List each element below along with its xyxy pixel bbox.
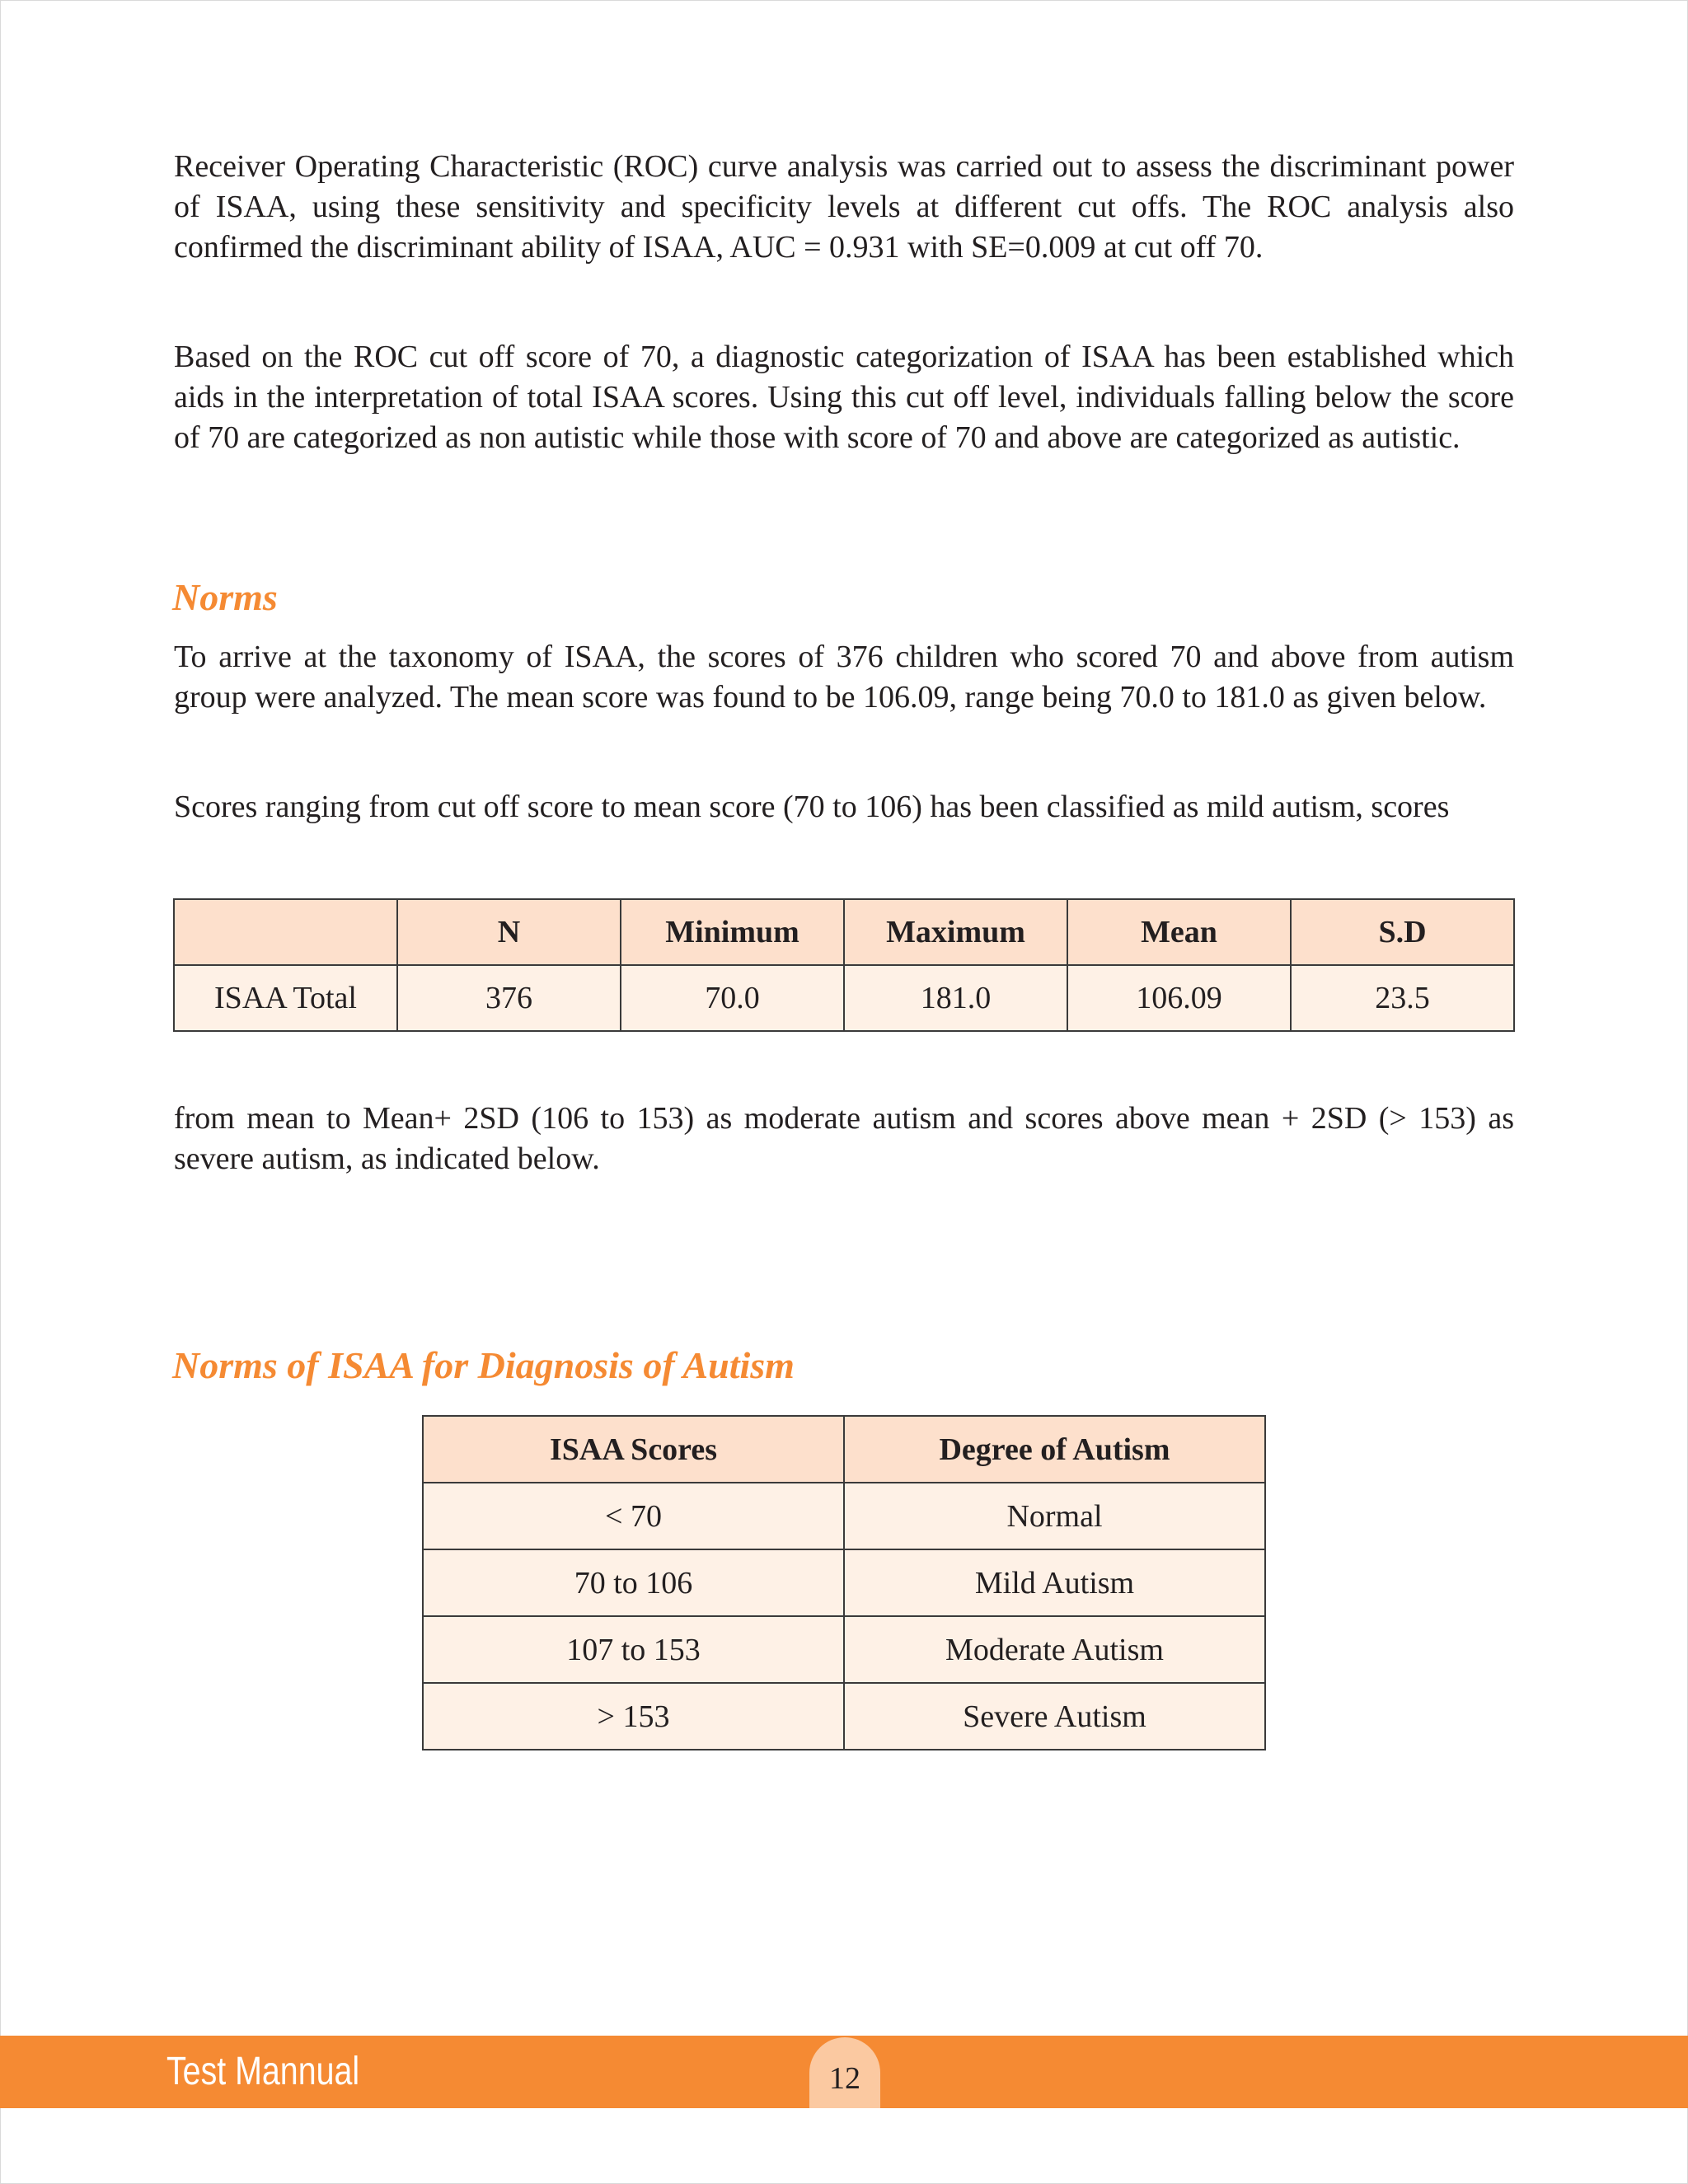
table-header-cell [174,899,397,965]
table-header-row [174,899,1514,965]
table-row [423,1683,1265,1750]
isaa-statistics-table [173,898,1515,1032]
table-cell: ISAA Total [174,965,397,1031]
table-header-cell: Maximum [844,899,1067,965]
table-row [174,965,1514,1031]
table-cell: 181.0 [844,965,1067,1031]
table-row [423,1483,1265,1549]
table-cell: 106.09 [1067,965,1291,1031]
diagnosis-heading: Norms of ISAA for Diagnosis of Autism [172,1344,795,1386]
norms-intro-paragraph: To arrive at the taxonomy of ISAA, the scores of 376 children who scored 70 and above from autism group were analyzed. The mean score was found to be 106.09, range being 70.0 to 181.0 as given below. [174,640,1514,715]
table-header-cell: Minimum [621,899,844,965]
table-cell: Mild Autism [844,1549,1265,1616]
norms-heading: Norms [172,576,278,618]
table-header-cell: ISAA Scores [423,1416,844,1483]
cutoff-paragraph: Based on the ROC cut off score of 70, a diagnostic categorization of ISAA has been established which aids in the interpretation of total ISAA scores. Using this cut off level, individuals falling below the score of 70 are categorized as non autistic while those with score of 70 and above are categorized as autistic. [174,340,1514,455]
table-cell: 23.5 [1291,965,1514,1031]
scores-range-paragraph: Scores ranging from cut off score to mean score (70 to 106) has been classified as mild autism, scores [174,790,1450,824]
table-cell: 70.0 [621,965,844,1031]
table-cell: Moderate Autism [844,1616,1265,1683]
table-header-cell: N [397,899,621,965]
page-number: 12 [829,2061,860,2096]
table-cell: > 153 [423,1683,844,1750]
roc-paragraph: Receiver Operating Characteristic (ROC) curve analysis was carried out to assess the discriminant power of ISAA, using these sensitivity and specificity levels at different cut offs. The ROC analysis also confirmed the discriminant ability of ISAA, AUC = 0.931 with SE=0.009 at cut off 70. [174,149,1514,265]
table-row [423,1616,1265,1683]
table-cell: 70 to 106 [423,1549,844,1616]
table-cell: < 70 [423,1483,844,1549]
table-cell: 107 to 153 [423,1616,844,1683]
table-header-row [423,1416,1265,1483]
footer-title: Test Mannual [166,2050,360,2093]
table-header-cell: Degree of Autism [844,1416,1265,1483]
table-row [423,1549,1265,1616]
diagnosis-norms-table [422,1415,1266,1750]
continuation-paragraph: from mean to Mean+ 2SD (106 to 153) as moderate autism and scores above mean + 2SD (> 153) as severe autism, as indicated below. [174,1101,1514,1176]
table-header-cell: Mean [1067,899,1291,965]
table-cell: 376 [397,965,621,1031]
table-cell: Severe Autism [844,1683,1265,1750]
table-header-cell: S.D [1291,899,1514,965]
table-cell: Normal [844,1483,1265,1549]
